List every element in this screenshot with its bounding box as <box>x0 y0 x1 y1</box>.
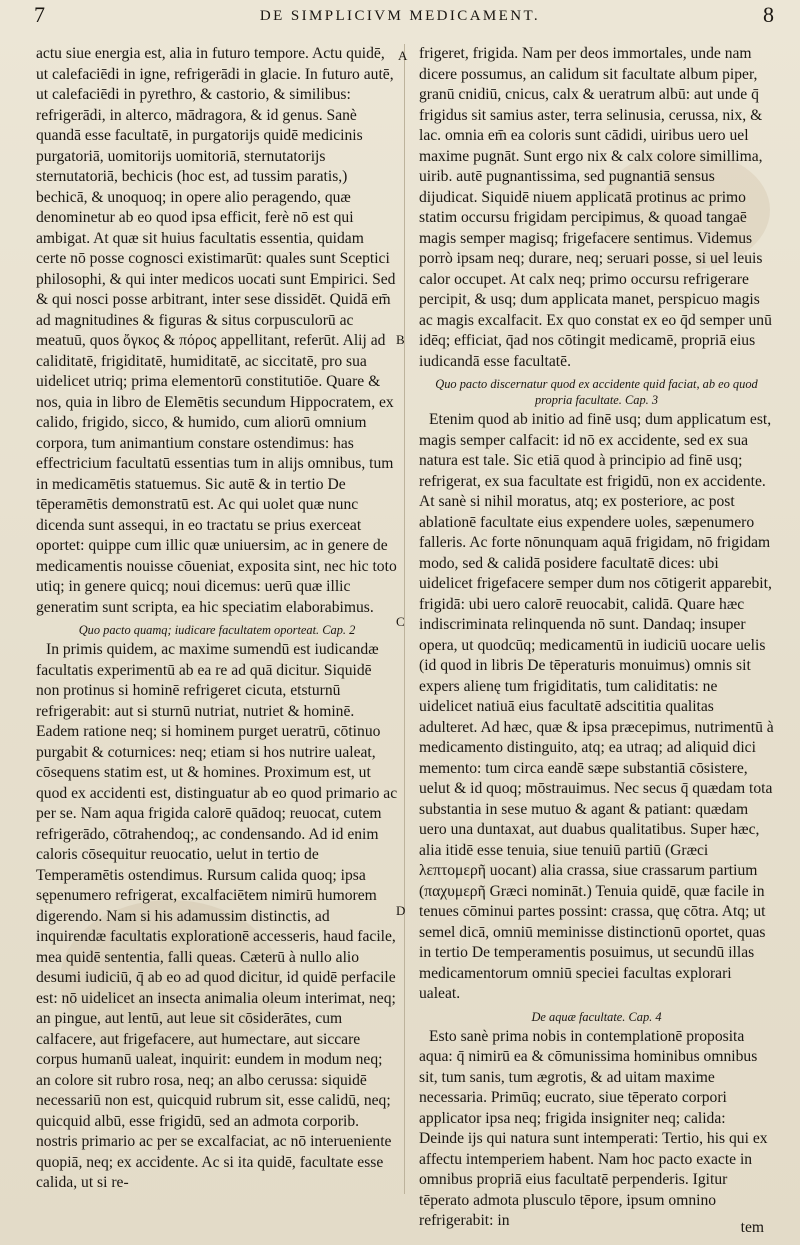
margin-letter-b: B <box>396 332 405 347</box>
folio-right: 8 <box>763 2 774 27</box>
paragraph: Esto sanè prima nobis in contemplationē proposita aqua: q̄ nimirū ea & cōmunissima hominibus omnibus sit, tum sanis, tum ægrotis, & ad uitam maxime necessaria. Primūq; eucrato, siue tēperato corpori applicator ipsa neq; frigida insigniter neq; calida: Deinde ijs qui natura sunt intemperati: Tertio, his qui ex affectu intemperiem habent. Nam hoc pacto exacte in omnibus propriā eius facultatē perpenderis. Igitur tēperato admota plusculo tēpore, ipsum omnino refrigerabit: in <box>419 1027 768 1229</box>
margin-letter-a: A <box>398 48 408 63</box>
paragraph: In primis quidem, ac maxime sumendū est iudicandæ facultatis experimentū ab ea re ad quā dicitur. Siquidē non protinus si hominē refrigeret cicuta, etsturnū refrigerabit: aut si sturnū nutriat, nutriet & hominē. Eadem ratione neq; si hominem purget ueratrū, cōtinuo purgabit & coturnices: neq; etiam si hos nutrire ualeat, cōsequens statim est, ut & homines. Proximum est, ut quod ex accidenti est, distinguatur ab eo quod primario ac per se. Nam aqua frigida calorē quādoq; reuocat, cutem refrigerādo, cōtrahendoq;, ac condensando. Ad id enim caloris cōsequitur reuocatio, uelut in tertio de Temperamētis ostendimus. Rursum calida quoq; ipsa sępenumero refrigerat, excalfaciētem nimirū humorem digerendo. Nam si his adamussim distinctis, ad inquirendæ facultatis explorationē accesseris, haud facile, mea quidē sententia, falli queas. Cæterū à nullo alio desumi iudiciū, q̄ ab eo ad quod dicitur, id quidē perfacile est: nō uidelicet an insecta animalia oleum interimat, neq; an pingue, aut lentū, aut leue sit cōsiderātes, cum calfacere, aut frigefacere, aut humectare, aut siccare corpus humanū ualeat, inquirit: eundem in modum neq; an colore sit rubro rosa, neq; an albo cerussa: siquidē necessariū non est, quicquid rubrum sit, esse calidū, neq; quicquid albū, esse frigidū, sed an admota corporib. nostris primario ac per se excalfaciat, ac nō interueniente quopiā, neq; ex accidente. Ac si ita quidē, facultate esse calida, ut si re- <box>36 641 398 1191</box>
paragraph: frigeret, frigida. Nam per deos immortales, unde nam dicere possumus, an calidum sit facultate album piper, granū cnidiū, cnicus, calx & ueratrum albū: aut unde q̄ frigidus sit samius aster, terra selinusia, cerussa, nix, & lac. omnia em̄ ea coloris sunt cādidi, uiribus uero uel maxime pugnāt. Sunt ergo nix & calx colore simillima, uirib. autē pugnantissima, sed pugnantiā sensus dijudicat. Siquidē niuem applicatā protinus ac primo statim occursu frigidam percipimus, & quoad tangaē magis semper magisq; frigefacere sentimus. Videmus porrò ipsam neq; durare, neq; seruari posse, si uel leuis calor occupet. At calx neq; primo occursu refrigerare percipit, & usq; dum applicata manet, perspicuo magis ac magis excalfacit. Ex quo constat ex eo q̄d semper unū idēq; efficiat, q̄ad nos cōtingit medicamē, propriā eius iudicandā esse facultatē. <box>419 45 772 370</box>
left-column <box>36 44 398 1194</box>
page-header <box>0 0 800 40</box>
paragraph: Etenim quod ab initio ad finē usq; dum applicatum est, magis semper calfacit: id nō ex accidente, sed ex sua natura est tale. Sic etiā quod à principio ad finē usq; refrigerat, ex sua facultate est frigidū, non ex accidente. At sanè si nihil moratus, atq; ex posteriore, ac post ablationē facultate eius expendere uoles, sæpenumero falleris. Ac forte nōnunquam aquā frigidam, nō frigidam modo, sed & calidā posidere facultatē dices: ubi uidelicet frigefacere semper dum nos cōtigerit apparebit, frigidā: ubi uero calorē reuocabit, calidā. Quare hæc indiscriminata relinquenda nō sunt. Dandaq; insuper opera, ut quodcūq; medicamentū in iudiciū uocare uelis (id quod in libris De tēperaturis monuimus) omnis sit expers alienę tum frigiditatis, tum caliditatis: ne uidelicet natiuā eius facultatē adscititia qualitas adulteret. Ad hæc, quæ & ipsa præcepimus, nutrimentū à medicamento distinguito, atq; ea utraq; ad aliquid dici memento: tum circa eandē sæpe substantiā cōsistere, uelut & id quoq; mōstrauimus. Nec secus q̄ quædam tota substantia in sese mutuo & agant & patiant: quædam uero una duntaxat, aut duabus qualitatibus. Super hæc, alia itidē esse tenuia, siue tenuiū partiū (Græci λεπτομερῆ uocant) alia crassa, siue crassarum partium (παχυμερῆ Græci nomināt.) Tenuia quidē, quæ facile in tenues cōminui partes possint: crassa, quę cōtra. Atq; ut semel dicā, omniū meminisse distinctionū oportet, quas in tertio De temperamentis posuimus, ut secundū illas medicamentorum omniū speciei facultas explorari ualeat. <box>419 411 774 1002</box>
chapter-heading: De aquæ facultate. Cap. 4 <box>531 1009 662 1024</box>
catchword: tem <box>740 1219 764 1236</box>
chapter-heading: Quo pacto quamq; iudicare facultatem oporteat. Cap. 2 <box>78 623 356 637</box>
folio-left: 7 <box>34 2 45 27</box>
right-column <box>419 44 774 1232</box>
chapter-heading: Quo pacto discernatur quod ex accidente quid faciat, ab eo quod propria facultate. Cap. 3 <box>435 377 758 407</box>
paragraph: actu siue energia est, alia in futuro tempore. Actu quidē, ut calefaciēdi in igne, refrigerādi in glacie. In futuro autē, ut calefaciēdi in pyrethro, & castorio, & similibus: refrigerādi, in alterco, mādragora, & id genus. Sanè quandā esse facultatē, in purgatorijs quidē medicinis purgatoriā, uomitorijs uomitoriā, sternutatorijs sternutatoriā, bechicis (hoc est, ad tussim paratis,) bechicā, & unoquoq; in opere alio peragendo, quæ denominetur ab eo quod ipsa efficit, ferè nō est qui ambigat. At quæ sit huius facultatis essentia, quidam certe nō posse cognosci existimarūt: quales sunt Sceptici philosophi, & qui inter medicos uocati sunt Empirici. Sed & qui nosci posse arbitrant, inter sese dissidēt. Quidā em̄ ad magnitudines & figuras & situs corpusculorū ac meatuū, quos ὄγκος & πόρος appellitant, referūt. Alij ad caliditatē, frigiditatē, humiditatē, ac siccitatē, pro sua uidelicet utriq; prima elementorū constitutiōe. Quare & nos, quia in libro de Elemētis secundum Hippocratem, ex calido, frigido, sicco, & humido, cum aliorū omnium corpora, tum animantium constare ostendimus: has effectricium facultatū essentias tum in alijs omnibus, tum in medicamētis statuemus. Sic autē & in tertio De tēperamētis demonstratū est. Ac qui uolet quæ nunc dicenda sunt assequi, in eo tractatu se prius exerceat oportet: quippe cum illic quæ uniuersim, ac in genere de medicamentis nouisse cōueniat, exposita sint, nec hic toto utiq; in genere quicq; noui dicemus: uerū quæ illic generatim sunt scripta, ea hic speciatim elaborabimus. <box>36 45 397 616</box>
margin-letter-d: D <box>396 903 406 918</box>
margin-letter-c: C <box>396 614 405 629</box>
running-title: DE SIMPLICIVM MEDICAMENT. <box>259 8 541 24</box>
